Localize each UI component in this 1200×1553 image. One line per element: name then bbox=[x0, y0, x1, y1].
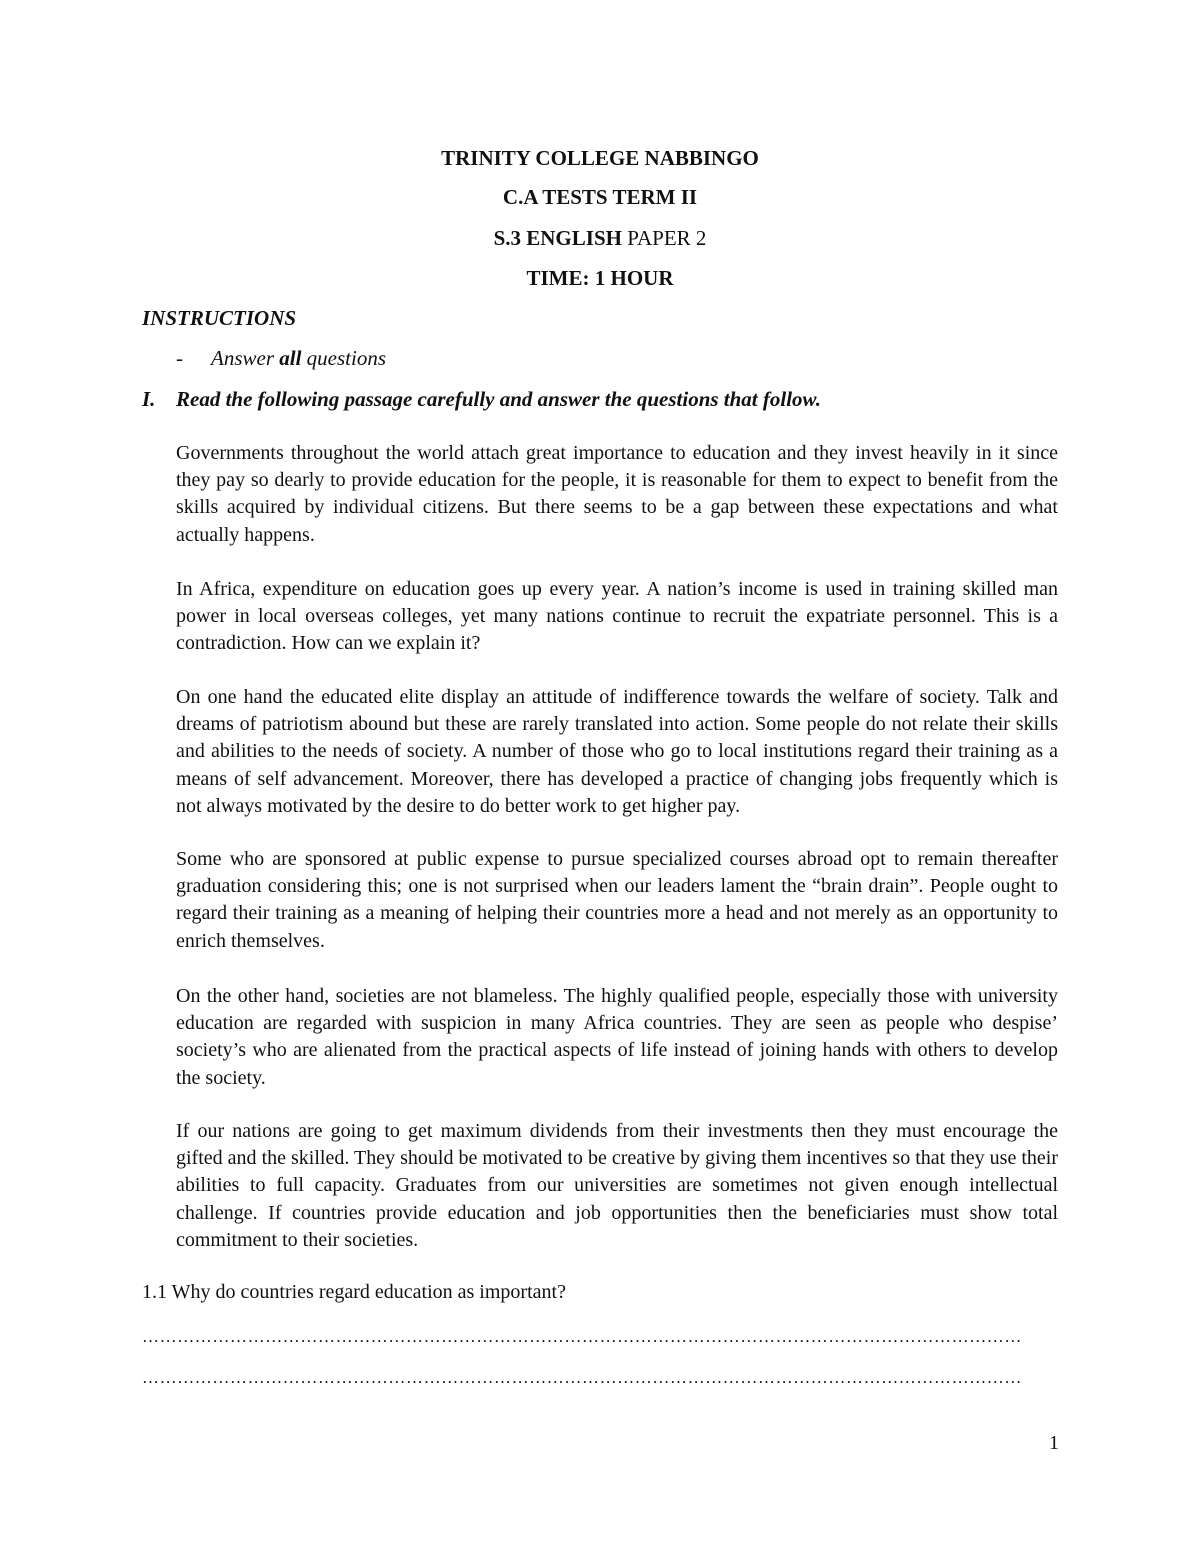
page-number: 1 bbox=[1049, 1432, 1059, 1454]
school-name: TRINITY COLLEGE NABBINGO bbox=[441, 146, 759, 170]
subject-line bbox=[0, 225, 1200, 251]
instructions-label: INSTRUCTIONS bbox=[142, 306, 297, 330]
passage-paragraph-5: On the other hand, societies are not blameless. The highly qualified people, especially those with university education are regarded with suspicion in many Africa countries. They are seen as people who despise’ society’s who are alienated from the practical aspects of life instead of joining hands with others to develop the society. bbox=[176, 985, 1058, 1089]
passage-paragraph-1: Governments throughout the world attach great importance to education and they invest heavily in it since they pay so dearly to provide education for the people, it is reasonable for them to expect to benefit from the skills acquired by individual citizens. But there seems to be a gap between these expectations and what actually happens. bbox=[176, 442, 1058, 546]
question-text: Read the following passage carefully and answer the questions that follow. bbox=[176, 387, 822, 411]
time-line: TIME: 1 HOUR bbox=[526, 266, 674, 290]
passage-paragraph-6: If our nations are going to get maximum dividends from their investments then they must encourage the gifted and the skilled. They should be motivated to be creative by giving them incentives so that they use their abilities to full capacity. Graduates from our universities are sometimes not given enough intellectual challenge. If countries provide education and job opportunities then the beneficiaries must show total commitment to their societies. bbox=[176, 1120, 1058, 1251]
subject-paper: PAPER 2 bbox=[627, 226, 707, 250]
instruction-bold: all bbox=[279, 346, 302, 370]
instruction-dash: - bbox=[176, 346, 183, 370]
passage-paragraph-2: In Africa, expenditure on education goes up every year. A nation’s income is used in training skilled man power in local overseas colleges, yet many nations continue to recruit the expatriate personnel. This is a contradiction. How can we explain it? bbox=[176, 578, 1058, 655]
answer-line-1: …………………………………………………………………………………………………………………………………… bbox=[142, 1327, 1022, 1346]
question-number: I. bbox=[142, 387, 156, 411]
subject-bold: S.3 ENGLISH bbox=[493, 226, 622, 250]
question-1-1: 1.1 Why do countries regard education as important? bbox=[142, 1281, 566, 1303]
passage-paragraph-4: Some who are sponsored at public expense to pursue specialized courses abroad opt to remain thereafter graduation considering this; one is not surprised when our leaders lament the “brain drain”. People ought to regard their training as a meaning of helping their countries more a head and not merely as an opportunity to enrich themselves. bbox=[176, 848, 1058, 952]
instruction-text bbox=[211, 345, 386, 371]
instruction-post: questions bbox=[306, 346, 387, 370]
test-title: C.A TESTS TERM II bbox=[502, 185, 698, 209]
instruction-pre: Answer bbox=[211, 346, 274, 370]
answer-line-2: …………………………………………………………………………………………………………………………………… bbox=[142, 1368, 1022, 1387]
passage-paragraph-3: On one hand the educated elite display an attitude of indifference towards the welfare of society. Talk and dreams of patriotism abound but these are rarely translated into action. Some people do not relate their skills and abilities to the needs of society. A number of those who go to local institutions regard their training as a means of self advancement. Moreover, there has developed a practice of changing jobs frequently which is not always motivated by the desire to do better work to get higher pay. bbox=[176, 686, 1058, 817]
